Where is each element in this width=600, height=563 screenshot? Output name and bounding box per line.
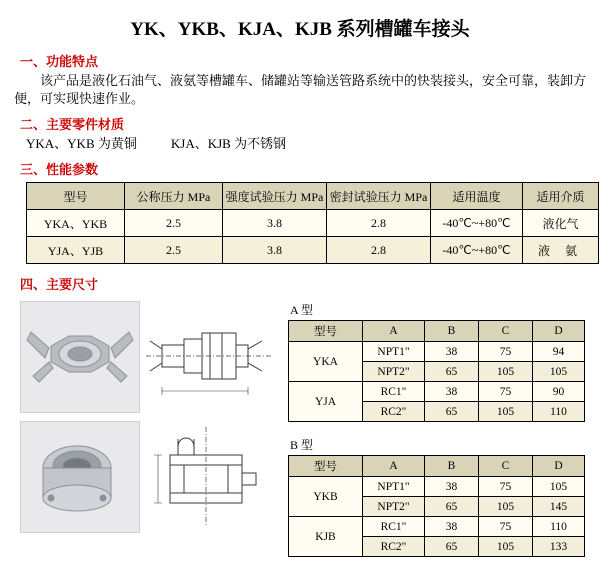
page-title: YK、YKB、KJA、KJB 系列槽罐车接头: [130, 19, 470, 40]
perf-cell: YJA、YJB: [27, 237, 125, 264]
dim-cell: 110: [533, 517, 585, 537]
material-line-b: KJA、KJB 为不锈钢: [170, 136, 287, 151]
dim-cell: 105: [479, 402, 533, 422]
dimension-section: [0, 301, 600, 553]
section-heading-material: 二、主要零件材质: [20, 117, 125, 132]
features-paragraph: 该产品是液化石油气、液氨等槽罐车、储罐站等输送管路系统中的快装接头，安全可靠，装卸方便，可实现快速作业。: [14, 73, 587, 106]
material-line-a: YKA、YKB 为黄铜: [26, 136, 137, 151]
perf-header-cell: 适用温度: [431, 183, 523, 210]
dim-cell: RC1": [363, 517, 425, 537]
perf-cell: 3.8: [223, 237, 327, 264]
dim-model-cell: KJB: [289, 517, 363, 557]
dim-header-cell: 型号: [289, 321, 363, 342]
dim-header-cell: B: [425, 321, 479, 342]
dim-cell: 145: [533, 497, 585, 517]
dim-cell: 38: [425, 342, 479, 362]
performance-table: [26, 182, 599, 264]
dim-cell: NPT2": [363, 362, 425, 382]
dim-table-label-a: A 型: [290, 303, 314, 317]
perf-header-cell: 型号: [27, 183, 125, 210]
dim-cell: RC2": [363, 402, 425, 422]
table-header-row: [289, 456, 585, 477]
dim-table-label-b: B 型: [290, 438, 314, 452]
dim-cell: 110: [533, 402, 585, 422]
dim-cell: NPT1": [363, 477, 425, 497]
dim-header-cell: C: [479, 456, 533, 477]
perf-cell: 2.8: [327, 210, 431, 237]
dim-cell: 65: [425, 537, 479, 557]
coupling-drawing-b: [144, 421, 274, 531]
dim-cell: 38: [425, 517, 479, 537]
dim-cell: 75: [479, 477, 533, 497]
dim-model-cell: YKA: [289, 342, 363, 382]
perf-cell: 液 氨: [523, 237, 599, 264]
dim-cell: NPT1": [363, 342, 425, 362]
table-row: [289, 517, 585, 537]
dim-cell: 90: [533, 382, 585, 402]
dimension-table-a: [288, 320, 585, 422]
perf-cell: 3.8: [223, 210, 327, 237]
perf-header-cell: 密封试验压力 MPa: [327, 183, 431, 210]
dim-cell: 133: [533, 537, 585, 557]
image-row-b: [20, 421, 275, 531]
perf-header-cell: 强度试验压力 MPa: [223, 183, 327, 210]
perf-cell: 液化气: [523, 210, 599, 237]
perf-header-cell: 公称压力 MPa: [125, 183, 223, 210]
coupling-drawing-a: [144, 301, 274, 411]
dim-cell: 105: [479, 497, 533, 517]
dim-cell: 65: [425, 362, 479, 382]
dim-model-cell: YJA: [289, 382, 363, 422]
dim-cell: 105: [533, 477, 585, 497]
dimension-table-column: [288, 301, 586, 563]
section-heading-features: 一、功能特点: [20, 54, 99, 69]
perf-header-cell: 适用介质: [523, 183, 599, 210]
dim-cell: 75: [479, 342, 533, 362]
perf-cell: -40℃~+80℃: [431, 237, 523, 264]
dim-cell: 94: [533, 342, 585, 362]
dim-header-cell: D: [533, 321, 585, 342]
dim-cell: RC1": [363, 382, 425, 402]
section-heading-dimension: 四、主要尺寸: [20, 277, 99, 292]
dim-header-cell: B: [425, 456, 479, 477]
dim-header-cell: A: [363, 456, 425, 477]
dim-header-cell: 型号: [289, 456, 363, 477]
dim-cell: 105: [479, 537, 533, 557]
dim-cell: 105: [533, 362, 585, 382]
perf-cell: YKA、YKB: [27, 210, 125, 237]
dim-cell: 75: [479, 517, 533, 537]
table-row: [289, 477, 585, 497]
coupling-photo-b: [20, 421, 140, 533]
table-row: [27, 237, 599, 264]
dim-cell: 65: [425, 497, 479, 517]
table-header-row: [289, 321, 585, 342]
dim-cell: 65: [425, 402, 479, 422]
perf-cell: 2.5: [125, 210, 223, 237]
table-row: [27, 210, 599, 237]
perf-cell: -40℃~+80℃: [431, 210, 523, 237]
dim-header-cell: C: [479, 321, 533, 342]
table-row: [289, 382, 585, 402]
dim-cell: 75: [479, 382, 533, 402]
table-header-row: [27, 183, 599, 210]
material-lines: [14, 135, 586, 153]
table-row: [289, 342, 585, 362]
dim-model-cell: YKB: [289, 477, 363, 517]
dim-cell: 38: [425, 477, 479, 497]
section-heading-performance: 三、性能参数: [20, 162, 99, 177]
dim-header-cell: D: [533, 456, 585, 477]
perf-cell: 2.5: [125, 237, 223, 264]
image-row-a: [20, 301, 275, 411]
dim-cell: 38: [425, 382, 479, 402]
coupling-photo-a: [20, 301, 140, 413]
dim-cell: RC2": [363, 537, 425, 557]
image-column: [20, 301, 275, 541]
dim-cell: 105: [479, 362, 533, 382]
dim-cell: NPT2": [363, 497, 425, 517]
dimension-table-b: [288, 455, 585, 557]
dim-header-cell: A: [363, 321, 425, 342]
perf-cell: 2.8: [327, 237, 431, 264]
